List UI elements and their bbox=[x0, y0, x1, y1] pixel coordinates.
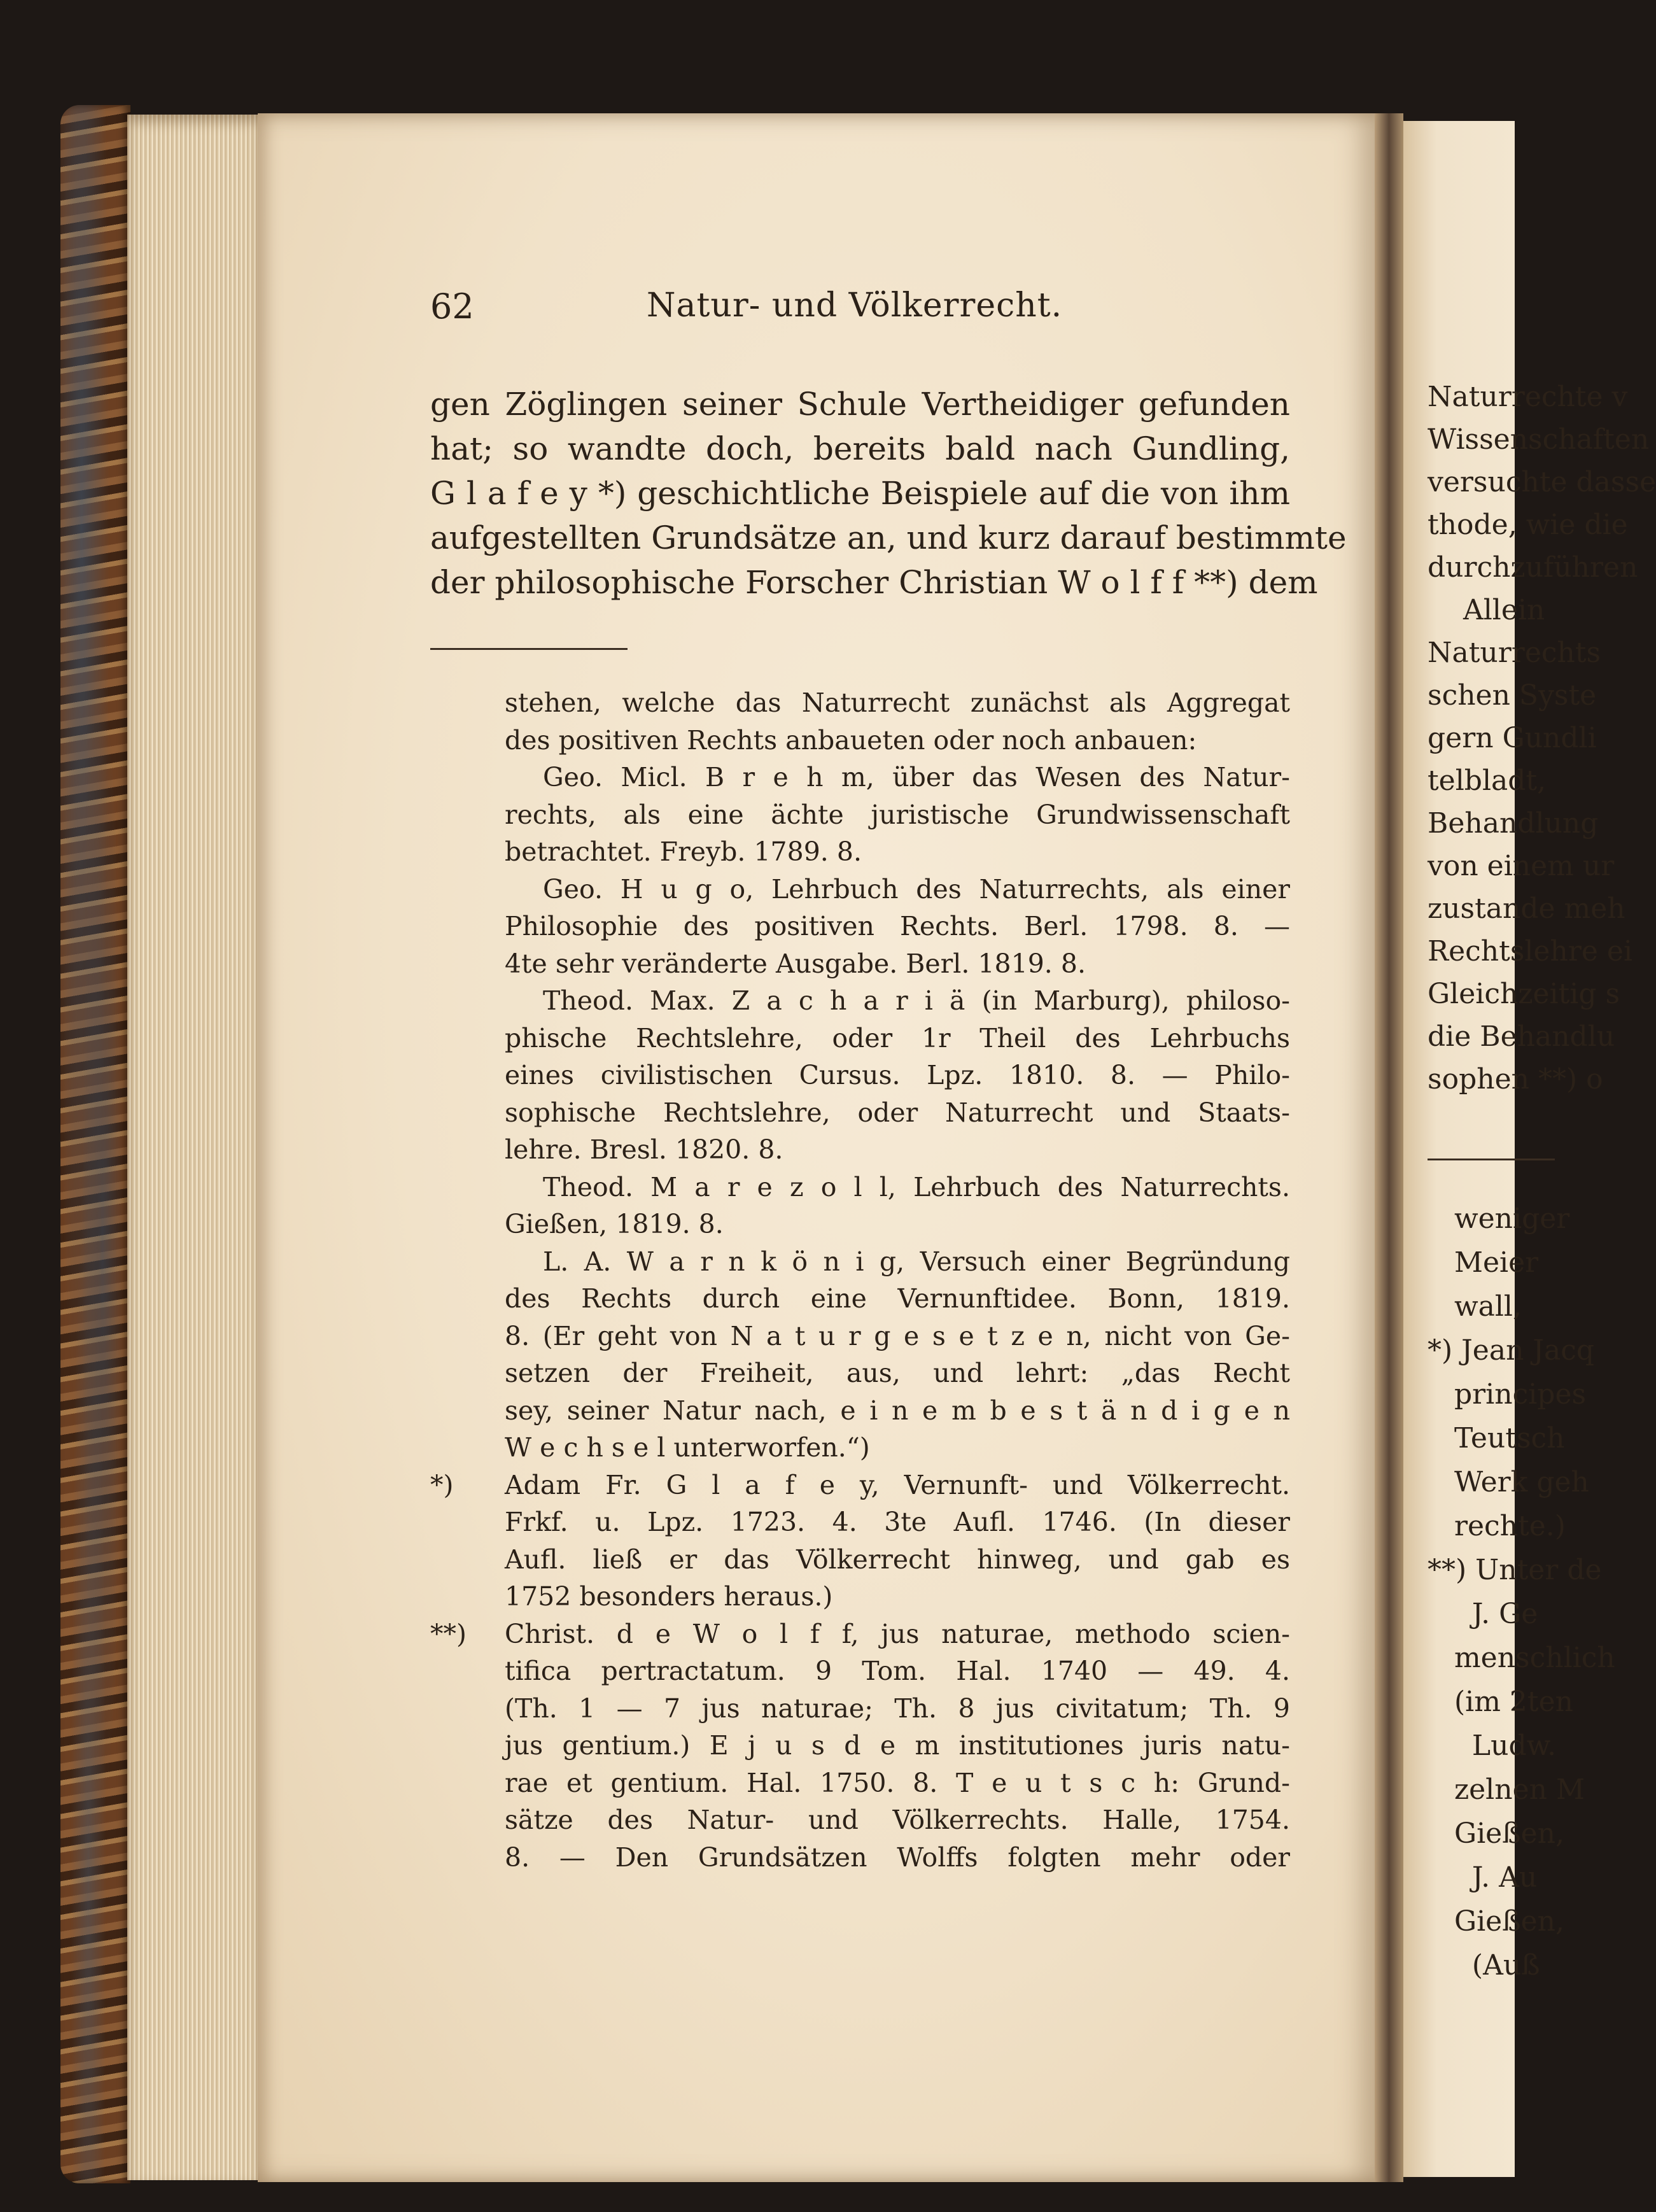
text-line: zelnen M bbox=[1428, 1773, 1585, 1806]
text-line: (Auß bbox=[1428, 1949, 1540, 1982]
text-line: Naturrechte v bbox=[1428, 381, 1628, 413]
text-line: versuchte dasse bbox=[1428, 466, 1656, 498]
text-line: Behandlung bbox=[1428, 807, 1599, 840]
text-line: W e c h s e l unterworfen.“) bbox=[505, 1432, 870, 1463]
text-line: sätze des Natur- und Völkerrechts. Halle, 1754. bbox=[505, 1805, 1290, 1835]
text-line: (Th. 1 — 7 jus naturae; Th. 8 jus civitatum; Th. 9 bbox=[505, 1693, 1290, 1724]
text-line: gern Gundli bbox=[1428, 722, 1597, 754]
footnote-separator bbox=[430, 648, 628, 650]
page-header bbox=[430, 286, 1290, 337]
main-text bbox=[430, 382, 1347, 605]
right-page-upper-text bbox=[1428, 376, 1656, 1101]
text-line: rae et gentium. Hal. 1750. 8. T e u t s c h: Grund- bbox=[505, 1767, 1290, 1798]
text-line: Philosophie des positiven Rechts. Berl. 1798. 8. — bbox=[505, 911, 1290, 941]
text-line: Allein bbox=[1428, 594, 1545, 626]
text-line: Gießen, bbox=[1428, 1905, 1564, 1938]
text-line: weniger bbox=[1428, 1202, 1570, 1235]
text-line: 1752 besonders heraus.) bbox=[505, 1581, 833, 1612]
right-page-footnotes bbox=[1428, 1197, 1615, 1987]
text-line: schen Syste bbox=[1428, 679, 1597, 712]
text-line: Gießen, bbox=[1428, 1817, 1564, 1850]
text-line: Gleichzeitig s bbox=[1428, 978, 1620, 1010]
running-title: Natur- und Völkerrecht. bbox=[647, 286, 1063, 325]
text-line: tifica pertractatum. 9 Tom. Hal. 1740 — 49. 4. bbox=[505, 1656, 1290, 1686]
text-line: zustande meh bbox=[1428, 892, 1625, 925]
text-line: principes bbox=[1428, 1378, 1587, 1411]
text-line: rechts, als eine ächte juristische Grundwissenschaft bbox=[505, 799, 1290, 830]
text-line: Meier bbox=[1428, 1246, 1539, 1279]
text-line: (im 2ten bbox=[1428, 1686, 1573, 1718]
gutter-shadow bbox=[1375, 113, 1403, 2182]
text-line: stehen, welche das Naturrecht zunächst als Aggregat bbox=[505, 687, 1290, 718]
text-line: sey, seiner Natur nach, e i n e m b e s t ä n d i g e n bbox=[505, 1395, 1290, 1426]
text-line: sophische Rechtslehre, oder Naturrecht und Staats- bbox=[505, 1097, 1290, 1128]
text-line: 8. — Den Grundsätzen Wolffs folgten mehr oder bbox=[505, 1842, 1290, 1873]
text-line: der philosophische Forscher Christian W o l f f **) dem bbox=[430, 564, 1318, 601]
text-line: wall, bbox=[1428, 1290, 1522, 1323]
text-line: jus gentium.) E j u s d e m institutiones juris natu- bbox=[505, 1730, 1290, 1761]
page-number: 62 bbox=[430, 286, 474, 327]
text-line: durchzuführen bbox=[1428, 551, 1638, 584]
footnote-paragraph bbox=[430, 1169, 1290, 1243]
text-line: Naturrechts bbox=[1428, 637, 1601, 669]
text-line: sophen **) o bbox=[1428, 1063, 1603, 1095]
footnote-marker: **) bbox=[430, 1618, 467, 1649]
text-line: Gießen, 1819. 8. bbox=[505, 1209, 724, 1239]
text-line: Frkf. u. Lpz. 1723. 4. 3te Aufl. 1746. (In dieser bbox=[505, 1507, 1290, 1537]
footnote-paragraph bbox=[430, 982, 1290, 1169]
text-line: J. Ge bbox=[1428, 1598, 1538, 1630]
footnote-paragraph bbox=[430, 684, 1290, 759]
footnote-paragraph bbox=[430, 1243, 1290, 1467]
text-line: gen Zöglingen seiner Schule Vertheidiger gefunden bbox=[430, 386, 1290, 423]
text-line: 8. (Er geht von N a t u r g e s e t z e n, nicht von Ge- bbox=[505, 1320, 1290, 1351]
text-line: telbladt, bbox=[1428, 764, 1547, 797]
text-line: lehre. Bresl. 1820. 8. bbox=[505, 1134, 783, 1165]
footnote bbox=[430, 1616, 1290, 1877]
text-line: L. A. W a r n k ö n i g, Versuch einer Begründung bbox=[543, 1246, 1290, 1277]
book-cover-marbled bbox=[60, 105, 130, 2183]
text-line: **) Unter de bbox=[1428, 1554, 1602, 1586]
right-footnote-separator bbox=[1428, 1159, 1555, 1160]
text-line: eines civilistischen Cursus. Lpz. 1810. 8. — Philo- bbox=[505, 1060, 1290, 1090]
text-line: setzen der Freiheit, aus, und lehrt: „das Recht bbox=[505, 1358, 1290, 1388]
text-line: Rechtslehre ei bbox=[1428, 935, 1633, 968]
text-line: des positiven Rechts anbaueten oder noch anbauen: bbox=[505, 724, 1197, 756]
text-line: G l a f e y *) geschichtliche Beispiele auf die von ihm bbox=[430, 475, 1290, 512]
text-line: die Behandlu bbox=[1428, 1020, 1615, 1053]
right-page bbox=[1403, 121, 1656, 2177]
text-line: Aufl. ließ er das Völkerrecht hinweg, und gab es bbox=[505, 1544, 1290, 1575]
text-line: *) Jean Jacq bbox=[1428, 1334, 1595, 1367]
text-line: Werk geh bbox=[1428, 1466, 1589, 1498]
page-edges bbox=[127, 115, 261, 2180]
footnote-paragraph bbox=[430, 759, 1290, 871]
text-line: Wissenschaften bbox=[1428, 423, 1650, 456]
text-line: betrachtet. Freyb. 1789. 8. bbox=[505, 836, 862, 867]
text-line: Theod. Max. Z a c h a r i ä (in Marburg), philoso- bbox=[543, 985, 1290, 1016]
text-line: aufgestellten Grundsätze an, und kurz darauf bestimmte bbox=[430, 519, 1347, 556]
text-line: Theod. M a r e z o l l, Lehrbuch des Naturrechts. bbox=[543, 1171, 1290, 1202]
text-line: rechte.) bbox=[1428, 1510, 1566, 1542]
text-line: Geo. H u g o, Lehrbuch des Naturrechts, als einer bbox=[543, 873, 1290, 905]
text-line: J. Au bbox=[1428, 1861, 1538, 1894]
text-line: des Rechts durch eine Vernunftidee. Bonn, 1819. bbox=[505, 1283, 1290, 1314]
footnote-paragraph bbox=[430, 871, 1290, 983]
text-line: menschlich bbox=[1428, 1642, 1615, 1674]
text-line: thode, wie die bbox=[1428, 509, 1628, 541]
text-line: Ludw. bbox=[1428, 1729, 1557, 1762]
text-line: Geo. Micl. B r e h m, über das Wesen des Natur- bbox=[543, 762, 1290, 793]
footnote-marker: *) bbox=[430, 1469, 454, 1500]
text-line: 4te sehr veränderte Ausgabe. Berl. 1819. 8. bbox=[505, 948, 1086, 979]
footnote bbox=[430, 1467, 1290, 1616]
text-line: Adam Fr. G l a f e y, Vernunft- und Völkerrecht. bbox=[505, 1469, 1290, 1500]
text-line: von einem ur bbox=[1428, 850, 1615, 882]
text-line: Teutsch bbox=[1428, 1422, 1565, 1455]
text-line: hat; so wandte doch, bereits bald nach Gundling, bbox=[430, 430, 1290, 467]
footnotes bbox=[430, 684, 1290, 1876]
text-line: phische Rechtslehre, oder 1r Theil des Lehrbuchs bbox=[505, 1022, 1290, 1053]
text-line: Christ. d e W o l f f, jus naturae, methodo scien- bbox=[505, 1618, 1290, 1649]
